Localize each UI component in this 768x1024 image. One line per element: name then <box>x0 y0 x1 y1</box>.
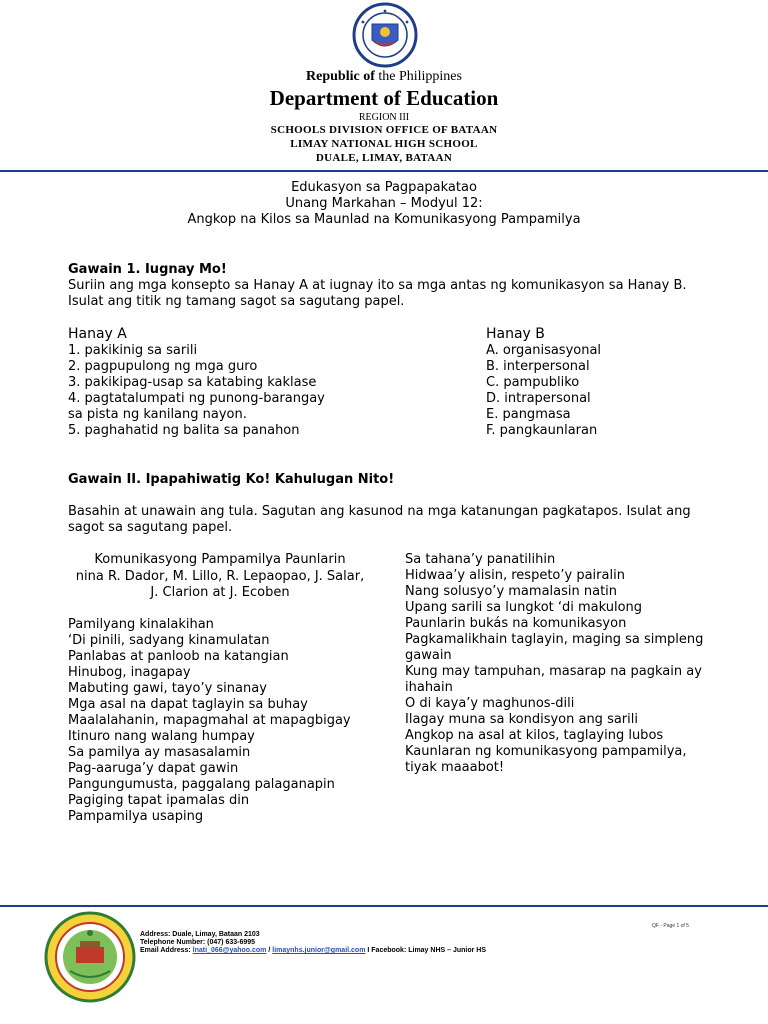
poem-line: Pampamilya usaping <box>68 809 204 824</box>
republic-rest: the Philippines <box>374 69 462 84</box>
poem-line: Upang sarili sa lungkot ‘di makulong <box>405 600 643 615</box>
poem-line: Sa pamilya ay masasalamin <box>68 745 251 760</box>
school-logo-icon <box>44 911 136 1003</box>
footer-divider <box>0 905 768 907</box>
hanay-b-item: E. pangmasa <box>486 407 571 422</box>
subject-title: Edukasyon sa Pagpapakatao <box>291 180 477 195</box>
facebook-text: I Facebook: Limay NHS – Junior HS <box>365 947 487 954</box>
poem-line: Pamilyang kinalakihan <box>68 617 214 632</box>
header-divider <box>0 170 768 172</box>
republic-line <box>0 69 768 85</box>
hanay-a-label: Hanay A <box>68 326 127 342</box>
email-label: Email Address: <box>140 947 193 954</box>
hanay-b-item: B. interpersonal <box>486 359 590 374</box>
poem-line: Pangungumusta, paggalang palaganapin <box>68 777 335 792</box>
poem-authors-2: J. Clarion at J. Ecoben <box>150 585 290 600</box>
hanay-b-item: A. organisasyonal <box>486 343 602 358</box>
hanay-b-item: F. pangkaunlaran <box>486 423 598 438</box>
gawain2-instruction-2: sagot sa sagutang papel. <box>68 520 233 535</box>
poem-line: Pagkamalikhain taglayin, maging sa simpleng <box>405 632 704 647</box>
poem-title: Komunikasyong Pampamilya Paunlarin <box>94 552 346 567</box>
hanay-b-label: Hanay B <box>486 326 545 342</box>
poem-line: Ilagay muna sa kondisyon ang sarili <box>405 712 638 727</box>
hanay-a-item: 2. pagpupulong ng mga guro <box>68 359 258 374</box>
poem-line: Paunlarin bukás na komunikasyon <box>405 616 627 631</box>
poem-line: Panlabas at panloob na katangian <box>68 649 289 664</box>
email-link-2[interactable]: limaynhs.junior@gmail.com <box>272 947 366 954</box>
region: REGION III <box>358 112 410 123</box>
hanay-a-item: 1. pakikinig sa sarili <box>68 343 198 358</box>
hanay-a-item: sa pista ng kanilang nayon. <box>68 407 247 422</box>
module-title: Unang Markahan – Modyul 12: <box>285 196 483 211</box>
poem-authors-1: nina R. Dador, M. Lillo, R. Lepaopao, J. Salar, <box>75 569 365 584</box>
division-office: SCHOOLS DIVISION OFFICE OF BATAAN <box>270 124 498 136</box>
poem-line: Itinuro nang walang humpay <box>68 729 255 744</box>
email-separator: / <box>266 947 273 954</box>
poem-line: Mga asal na dapat taglayin sa buhay <box>68 697 308 712</box>
poem-line: Maalalahanin, mapagmahal at mapagbigay <box>68 713 351 728</box>
poem-line: tiyak maaabot! <box>405 760 505 775</box>
poem-line: Nang solusyo’y mamalasin natin <box>405 584 618 599</box>
gawain1-instruction-1: Suriin ang mga konsepto sa Hanay A at iugnay ito sa mga antas ng komunikasyon sa Hanay B. <box>68 278 687 293</box>
school-name: LIMAY NATIONAL HIGH SCHOOL <box>290 138 478 150</box>
gawain1-instruction-2: Isulat ang titik ng tamang sagot sa sagutang papel. <box>68 294 405 309</box>
poem-line: O di kaya’y maghunos-dili <box>405 696 575 711</box>
hanay-a-item: 4. pagtatalumpati ng punong-barangay <box>68 391 325 406</box>
deped-seal-icon <box>336 2 434 68</box>
department-title: Department of Education <box>269 86 499 110</box>
gawain2-instruction-1: Basahin at unawain ang tula. Sagutan ang kasunod na mga katanungan pagkatapos. Isulat ang <box>68 504 691 519</box>
poem-line: ‘Di pinili, sadyang kinamulatan <box>68 633 270 648</box>
poem-line: Hidwaa’y alisin, respeto’y pairalin <box>405 568 625 583</box>
poem-line: Kung may tampuhan, masarap na pagkain ay <box>405 664 702 679</box>
poem-line: ihahain <box>405 680 453 695</box>
poem-line: Pag-aaruga’y dapat gawin <box>68 761 239 776</box>
poem-line: Hinubog, inagapay <box>68 665 191 680</box>
footer-address: Address: Duale, Limay, Bataan 2103 <box>140 931 260 938</box>
topic-title: Angkop na Kilos sa Maunlad na Komunikasyong Pampamilya <box>187 212 581 227</box>
gawain1-heading: Gawain 1. Iugnay Mo! <box>68 262 227 277</box>
hanay-b-item: C. pampubliko <box>486 375 580 390</box>
poem-line: Kaunlaran ng komunikasyong pampamilya, <box>405 744 687 759</box>
poem-line: Sa tahana’y panatilihin <box>405 552 556 567</box>
poem-line: gawain <box>405 648 452 663</box>
poem-line: Angkop na asal at kilos, taglaying lubos <box>405 728 664 743</box>
footer-telephone: Telephone Number: (047) 633-6995 <box>140 939 256 946</box>
hanay-a-item: 5. paghahatid ng balita sa panahon <box>68 423 300 438</box>
republic-bold: Republic of <box>306 69 375 84</box>
poem-line: Mabuting gawi, tayo’y sinanay <box>68 681 267 696</box>
footer-contacts <box>140 947 486 954</box>
school-address: DUALE, LIMAY, BATAAN <box>315 152 453 164</box>
hanay-b-item: D. intrapersonal <box>486 391 591 406</box>
poem-line: Pagiging tapat ipamalas din <box>68 793 250 808</box>
hanay-a-item: 3. pakikipag-usap sa katabing kaklase <box>68 375 317 390</box>
page-number: QF - Page 1 of 5 <box>652 923 689 929</box>
email-link-1[interactable]: lnati_066@yahoo.com <box>192 947 267 954</box>
gawain2-heading: Gawain II. Ipapahiwatig Ko! Kahulugan Nito! <box>68 472 395 487</box>
